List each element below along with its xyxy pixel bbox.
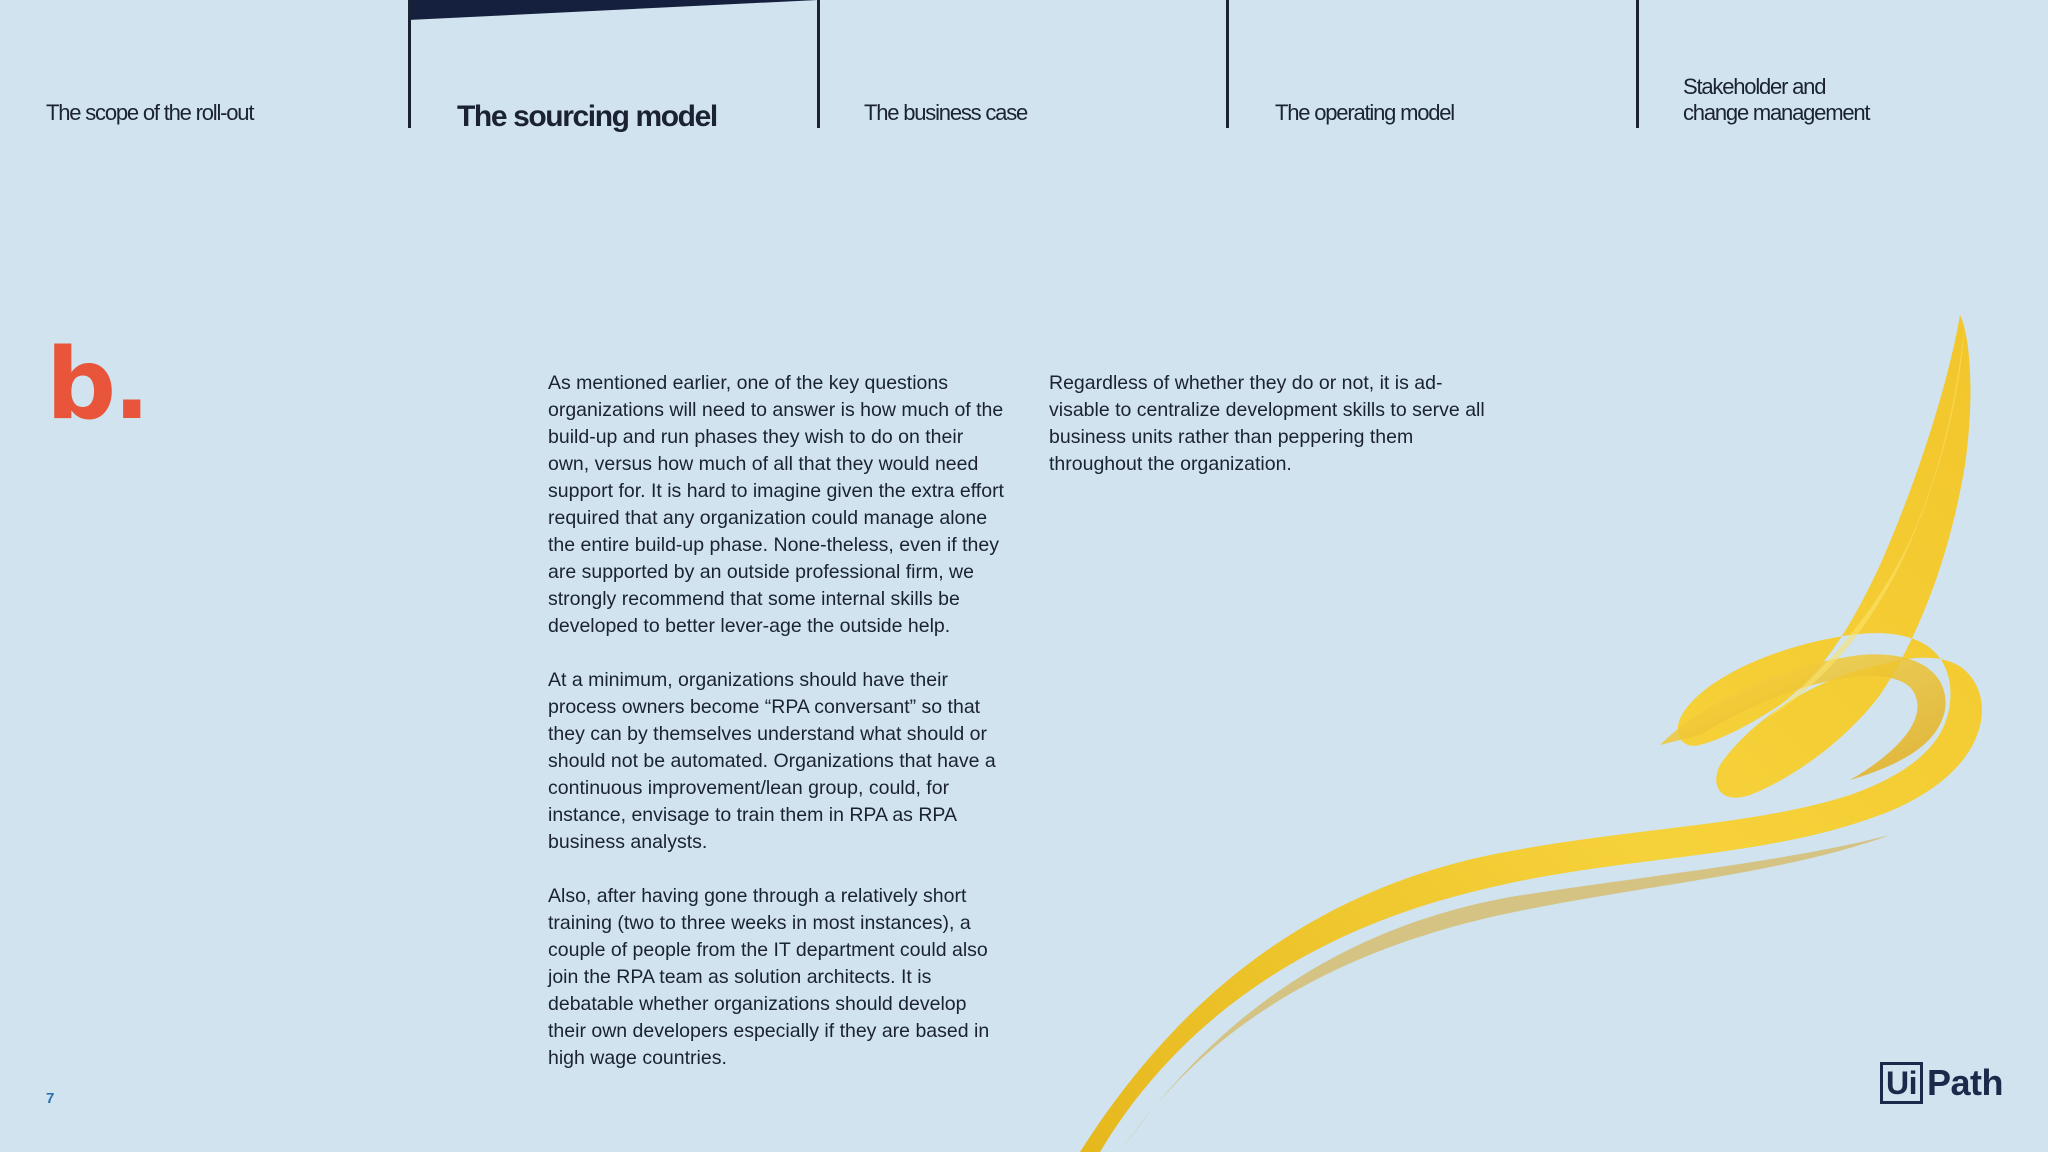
nav-item-label: Stakeholder and: [1683, 74, 1826, 99]
body-paragraph: Regardless of whether they do or not, it is ad-visable to centralize development skills to serve all business units rather than peppering them throughout the organization.: [1049, 372, 1485, 475]
body-paragraph: Also, after having gone through a relatively short training (two to three weeks in most instances), a couple of people from the IT department could also join the RPA team as solution architects. It is debatable whether organizations should develop their own developers especially if they are based in high wage countries.: [548, 885, 990, 1069]
nav-item-label: The business case: [864, 100, 1028, 125]
nav-item-operating-model[interactable]: [1275, 100, 1454, 126]
yellow-ribbon-graphic: [1060, 315, 2020, 1152]
section-letter: b.: [46, 328, 148, 442]
nav-item-label: change management: [1683, 100, 1870, 125]
logo-text: Path: [1927, 1062, 2004, 1103]
nav-item-label: The sourcing model: [457, 100, 717, 133]
nav-divider: [1226, 0, 1229, 128]
nav-item-label: The operating model: [1275, 100, 1454, 125]
nav-item-label: The scope of the roll-out: [46, 100, 254, 125]
active-section-indicator: [408, 0, 818, 20]
body-paragraph: At a minimum, organizations should have their process owners become “RPA conversant” so that they can by themselves understand what should or should not be automated. Organizations that have a continuous improvement/lean group, could, for instance, envisage to train them in RPA as RPA business analysts.: [548, 669, 996, 853]
nav-divider: [1636, 0, 1639, 128]
uipath-logo: [1880, 1060, 2003, 1106]
nav-divider: [817, 0, 820, 128]
nav-item-sourcing-model[interactable]: [457, 100, 717, 133]
page-number: 7: [46, 1090, 55, 1107]
section-nav: [0, 0, 2048, 140]
nav-item-scope[interactable]: [46, 100, 253, 126]
body-column-1: [548, 370, 1008, 1099]
body-paragraph: As mentioned earlier, one of the key questions organizations will need to answer is how much of the build-up and run phases they wish to do on their own, versus how much of all that they would need support for. It is hard to imagine given the extra effort required that any organization could manage alone the entire build-up phase. None-theless, even if they are supported by an outside professional firm, we strongly recommend that some internal skills be developed to better lever-age the outside help.: [548, 372, 1004, 637]
nav-item-business-case[interactable]: [864, 100, 1027, 126]
ribbon-body: [1080, 315, 1982, 1152]
logo-box-text: Ui: [1880, 1062, 1923, 1104]
nav-item-stakeholder[interactable]: [1683, 74, 1869, 126]
nav-divider: [408, 0, 411, 128]
